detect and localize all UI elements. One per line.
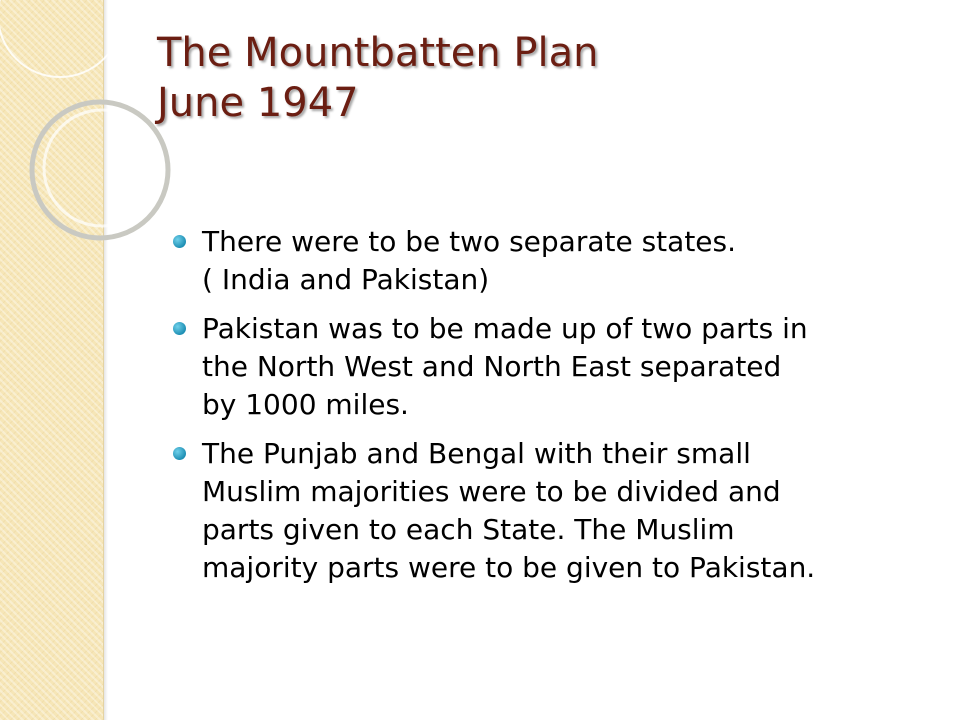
slide-title-subline: June 1947 bbox=[157, 80, 359, 126]
bullet-marker-icon bbox=[173, 447, 186, 460]
bullet-item bbox=[173, 435, 933, 587]
bullet-text-line: The Punjab and Bengal with their small bbox=[202, 437, 751, 470]
decorative-side-band bbox=[0, 0, 104, 720]
bullet-text-line: the North West and North East separated bbox=[202, 350, 782, 383]
side-band-shadow bbox=[104, 0, 108, 720]
bullet-list bbox=[173, 223, 933, 598]
bullet-item bbox=[173, 223, 933, 299]
slide-title bbox=[157, 28, 917, 128]
bullet-text-line: Muslim majorities were to be divided and bbox=[202, 475, 781, 508]
bullet-text-line: Pakistan was to be made up of two parts in bbox=[202, 312, 808, 345]
bullet-text-line: by 1000 miles. bbox=[202, 388, 409, 421]
bullet-text-line: majority parts were to be given to Pakistan. bbox=[202, 551, 816, 584]
bullet-text-line: There were to be two separate states. bbox=[202, 225, 737, 258]
bullet-text-line: ( India and Pakistan) bbox=[202, 263, 490, 296]
bullet-marker-icon bbox=[173, 322, 186, 335]
slide-title-line: The Mountbatten Plan bbox=[157, 30, 599, 76]
bullet-marker-icon bbox=[173, 235, 186, 248]
bullet-item bbox=[173, 310, 933, 424]
bullet-text-line: parts given to each State. The Muslim bbox=[202, 513, 735, 546]
